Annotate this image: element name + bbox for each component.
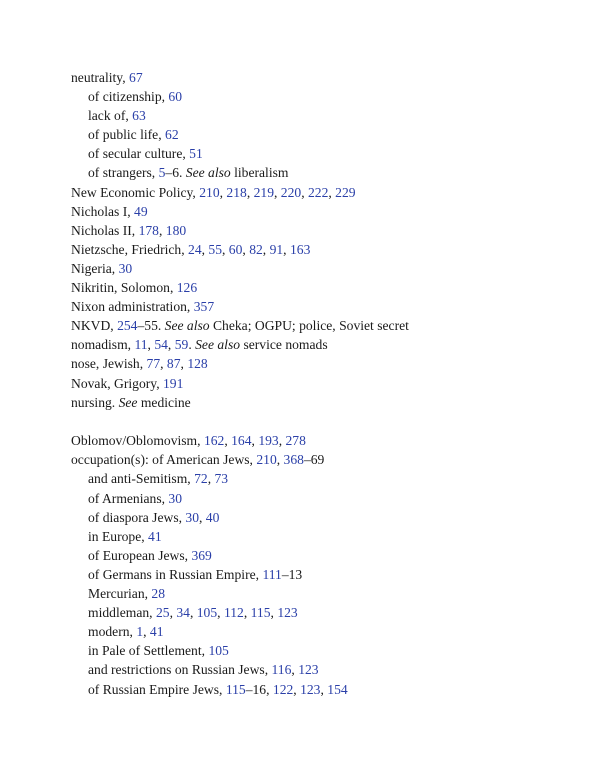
page-reference-link[interactable]: 123 (300, 681, 321, 697)
page-reference-link[interactable]: 219 (253, 184, 274, 200)
page-reference-link[interactable]: 111 (262, 566, 282, 582)
entry-text: . (188, 337, 196, 353)
index-subentry (71, 641, 591, 660)
entry-text: nursing. (71, 394, 119, 410)
entry-text: , (169, 605, 177, 621)
entry-text: , (147, 337, 155, 353)
page-reference-link[interactable]: 82 (249, 241, 263, 257)
entry-text: of secular culture, (88, 146, 190, 162)
entry-text: , (242, 241, 250, 257)
entry-text: Nicholas I, (71, 203, 135, 219)
entry-text: , (167, 337, 175, 353)
entry-text: service nomads (240, 337, 328, 353)
index-subentry (71, 527, 591, 546)
entry-text: of citizenship, (88, 89, 169, 105)
page-reference-link[interactable]: 210 (256, 452, 277, 468)
page-reference-link[interactable]: 122 (272, 681, 294, 697)
entry-text: –69 (303, 452, 325, 468)
entry-text: NKVD, (71, 318, 118, 334)
page-reference-link[interactable]: 115 (250, 605, 271, 621)
page-reference-link[interactable]: 126 (176, 280, 198, 296)
entry-text: , (301, 184, 308, 200)
entry-text: , (320, 681, 328, 697)
entry-text: in Pale of Settlement, (88, 643, 209, 659)
entry-text: of Germans in Russian Empire, (88, 566, 263, 582)
page-reference-link[interactable]: 87 (166, 356, 181, 372)
index-entry (71, 202, 591, 221)
page-reference-link[interactable]: 162 (203, 433, 225, 449)
page-reference-link[interactable]: 60 (168, 89, 183, 105)
index-entry (71, 450, 591, 469)
entry-text: , (291, 662, 299, 678)
entry-text: and restrictions on Russian Jews, (88, 662, 272, 678)
entry-text: , (251, 433, 259, 449)
entry-text: , (160, 356, 167, 372)
entry-text: in Europe, (88, 528, 149, 544)
entry-text: , (293, 681, 301, 697)
page-reference-link[interactable]: 254 (117, 318, 138, 334)
entry-text: , (201, 241, 209, 257)
index-subentry (71, 622, 591, 641)
index-subentry (71, 469, 591, 488)
page-reference-link[interactable]: 128 (187, 356, 208, 372)
entry-text: nomadism, (71, 337, 135, 353)
page-reference-link[interactable]: 105 (208, 643, 229, 659)
page-reference-link[interactable]: 178 (138, 222, 159, 238)
page-reference-link[interactable]: 40 (205, 509, 220, 525)
index-subentry (71, 106, 591, 125)
entry-text: and anti-Semitism, (88, 471, 195, 487)
page-reference-link[interactable]: 67 (129, 70, 143, 85)
index-subentry (71, 163, 591, 182)
page-reference-link[interactable]: 41 (148, 528, 162, 544)
entry-text: nose, Jewish, (71, 356, 147, 372)
entry-text: neutrality, (71, 70, 130, 85)
page-reference-link[interactable]: 368 (283, 452, 304, 468)
page-reference-link[interactable]: 116 (271, 662, 292, 678)
index-entry (71, 278, 591, 297)
index-subentry (71, 546, 591, 565)
entry-text: liberalism (230, 165, 289, 181)
entry-text: Mercurian, (88, 586, 152, 602)
entry-text: , (199, 509, 206, 525)
page-reference-link[interactable]: 193 (258, 433, 279, 449)
index-entry (71, 259, 591, 278)
index-subentry (71, 584, 591, 603)
page-reference-link[interactable]: 59 (174, 337, 189, 353)
page-reference-link[interactable]: 5 (158, 165, 166, 181)
entry-text: of European Jews, (88, 547, 192, 563)
page-reference-link[interactable]: 112 (223, 605, 244, 621)
entry-text: , (224, 433, 232, 449)
entry-text: –6. (165, 165, 186, 181)
index-subentry (71, 603, 591, 622)
entry-text: Oblomov/Oblomovism, (71, 433, 204, 449)
entry-text: –13 (281, 566, 303, 582)
index-entry (71, 316, 591, 335)
entry-text: , (158, 222, 166, 238)
index-subentry (71, 660, 591, 679)
see-also-label: See (118, 394, 138, 410)
entry-text: of Russian Empire Jews, (88, 681, 226, 697)
page-reference-link[interactable]: 30 (168, 490, 183, 506)
section-gap (71, 412, 591, 432)
entry-text: , (270, 605, 278, 621)
page-reference-link[interactable]: 369 (191, 547, 212, 563)
entry-text: of Armenians, (88, 490, 169, 506)
page-reference-link[interactable]: 105 (196, 605, 218, 621)
page-reference-link[interactable]: 11 (134, 337, 148, 353)
page-reference-link[interactable]: 60 (228, 241, 243, 257)
page-reference-link[interactable]: 51 (189, 146, 203, 162)
page-reference-link[interactable]: 229 (335, 184, 356, 200)
entry-text: Nigeria, (71, 260, 119, 276)
page-reference-link[interactable]: 62 (165, 127, 179, 143)
entry-text: , (262, 241, 270, 257)
entry-text: , (274, 184, 281, 200)
index-entry (71, 393, 591, 412)
page-reference-link[interactable]: 278 (285, 433, 306, 449)
index-subentry (71, 125, 591, 144)
page-reference-link[interactable]: 73 (214, 471, 229, 487)
page-reference-link[interactable]: 154 (327, 681, 348, 697)
page-reference-link[interactable]: 55 (208, 241, 222, 257)
entry-text: New Economic Policy, (71, 184, 200, 200)
page-reference-link[interactable]: 34 (176, 605, 190, 621)
index-entry (71, 297, 591, 316)
entry-text: , (276, 452, 284, 468)
page-reference-link[interactable]: 91 (269, 241, 284, 257)
page-reference-link[interactable]: 30 (185, 509, 199, 525)
see-also-label: See also (164, 318, 210, 334)
entry-text: Cheka; OGPU; police, Soviet secret (209, 318, 409, 334)
page-reference-link[interactable]: 210 (199, 184, 220, 200)
page-reference-link[interactable]: 30 (118, 260, 133, 276)
entry-text: Nikritin, Solomon, (71, 280, 177, 296)
entry-text: of public life, (88, 127, 166, 143)
page-reference-link[interactable]: 24 (188, 241, 202, 257)
index-entry (71, 354, 591, 373)
index-subentry (71, 680, 591, 699)
index-entry (71, 68, 591, 87)
entry-text: , (143, 624, 150, 640)
entry-text: , (189, 605, 197, 621)
entry-text: occupation(s): of American Jews, (71, 452, 257, 468)
page-reference-link[interactable]: 25 (155, 605, 170, 621)
entry-text: , (207, 471, 215, 487)
index-section (71, 431, 591, 698)
page-reference-link[interactable]: 28 (151, 586, 166, 602)
index-subentry (71, 508, 591, 527)
index-subentry (71, 144, 591, 163)
index-entry (71, 335, 591, 354)
index-entry (71, 183, 591, 202)
entry-text: middleman, (88, 605, 156, 621)
entry-text: of diaspora Jews, (88, 509, 186, 525)
entry-text: , (283, 241, 290, 257)
entry-text: , (328, 184, 336, 200)
entry-text: Nietzsche, Friedrich, (71, 241, 189, 257)
entry-text: , (222, 241, 229, 257)
entry-text: , (278, 433, 286, 449)
entry-text: , (243, 605, 251, 621)
page-reference-link[interactable]: 77 (146, 356, 161, 372)
entry-text: , (180, 356, 188, 372)
index-entry (71, 221, 591, 240)
index-entry (71, 431, 591, 450)
index-subentry (71, 489, 591, 508)
index-entry (71, 240, 591, 259)
entry-text: Nixon administration, (71, 299, 194, 315)
entry-text: medicine (137, 394, 191, 410)
index-section (71, 68, 591, 412)
page-reference-link[interactable]: 123 (298, 662, 319, 678)
page-reference-link[interactable]: 220 (280, 184, 302, 200)
entry-text: , (217, 605, 224, 621)
index-subentry (71, 87, 591, 106)
entry-text: modern, (88, 624, 137, 640)
entry-text: Novak, Grigory, (71, 375, 163, 391)
page-reference-link[interactable]: 1 (136, 624, 144, 640)
page-reference-link[interactable]: 180 (165, 222, 187, 238)
index-entry (71, 374, 591, 393)
page-reference-link[interactable]: 41 (149, 624, 164, 640)
page-reference-link[interactable]: 115 (225, 681, 246, 697)
page-reference-link[interactable]: 218 (226, 184, 247, 200)
entry-text: , (246, 184, 254, 200)
page-reference-link[interactable]: 164 (231, 433, 252, 449)
page-reference-link[interactable]: 123 (277, 605, 298, 621)
index-subentry (71, 565, 591, 584)
entry-text: Nicholas II, (71, 222, 139, 238)
page-reference-link[interactable]: 222 (307, 184, 329, 200)
entry-text: lack of, (88, 108, 133, 124)
entry-text: –16, (245, 681, 273, 697)
see-also-label: See also (185, 165, 231, 181)
entry-text: , (219, 184, 227, 200)
page-reference-link[interactable]: 63 (132, 108, 146, 124)
index-page (71, 68, 591, 699)
entry-text: of strangers, (88, 165, 159, 181)
page-reference-link[interactable]: 72 (194, 471, 208, 487)
see-also-label: See also (195, 337, 241, 353)
page-reference-link[interactable]: 357 (193, 299, 215, 315)
entry-text: –55. (137, 318, 165, 334)
page-reference-link[interactable]: 49 (134, 203, 148, 219)
page-reference-link[interactable]: 191 (163, 375, 184, 391)
page-reference-link[interactable]: 163 (289, 241, 311, 257)
page-reference-link[interactable]: 54 (154, 337, 168, 353)
